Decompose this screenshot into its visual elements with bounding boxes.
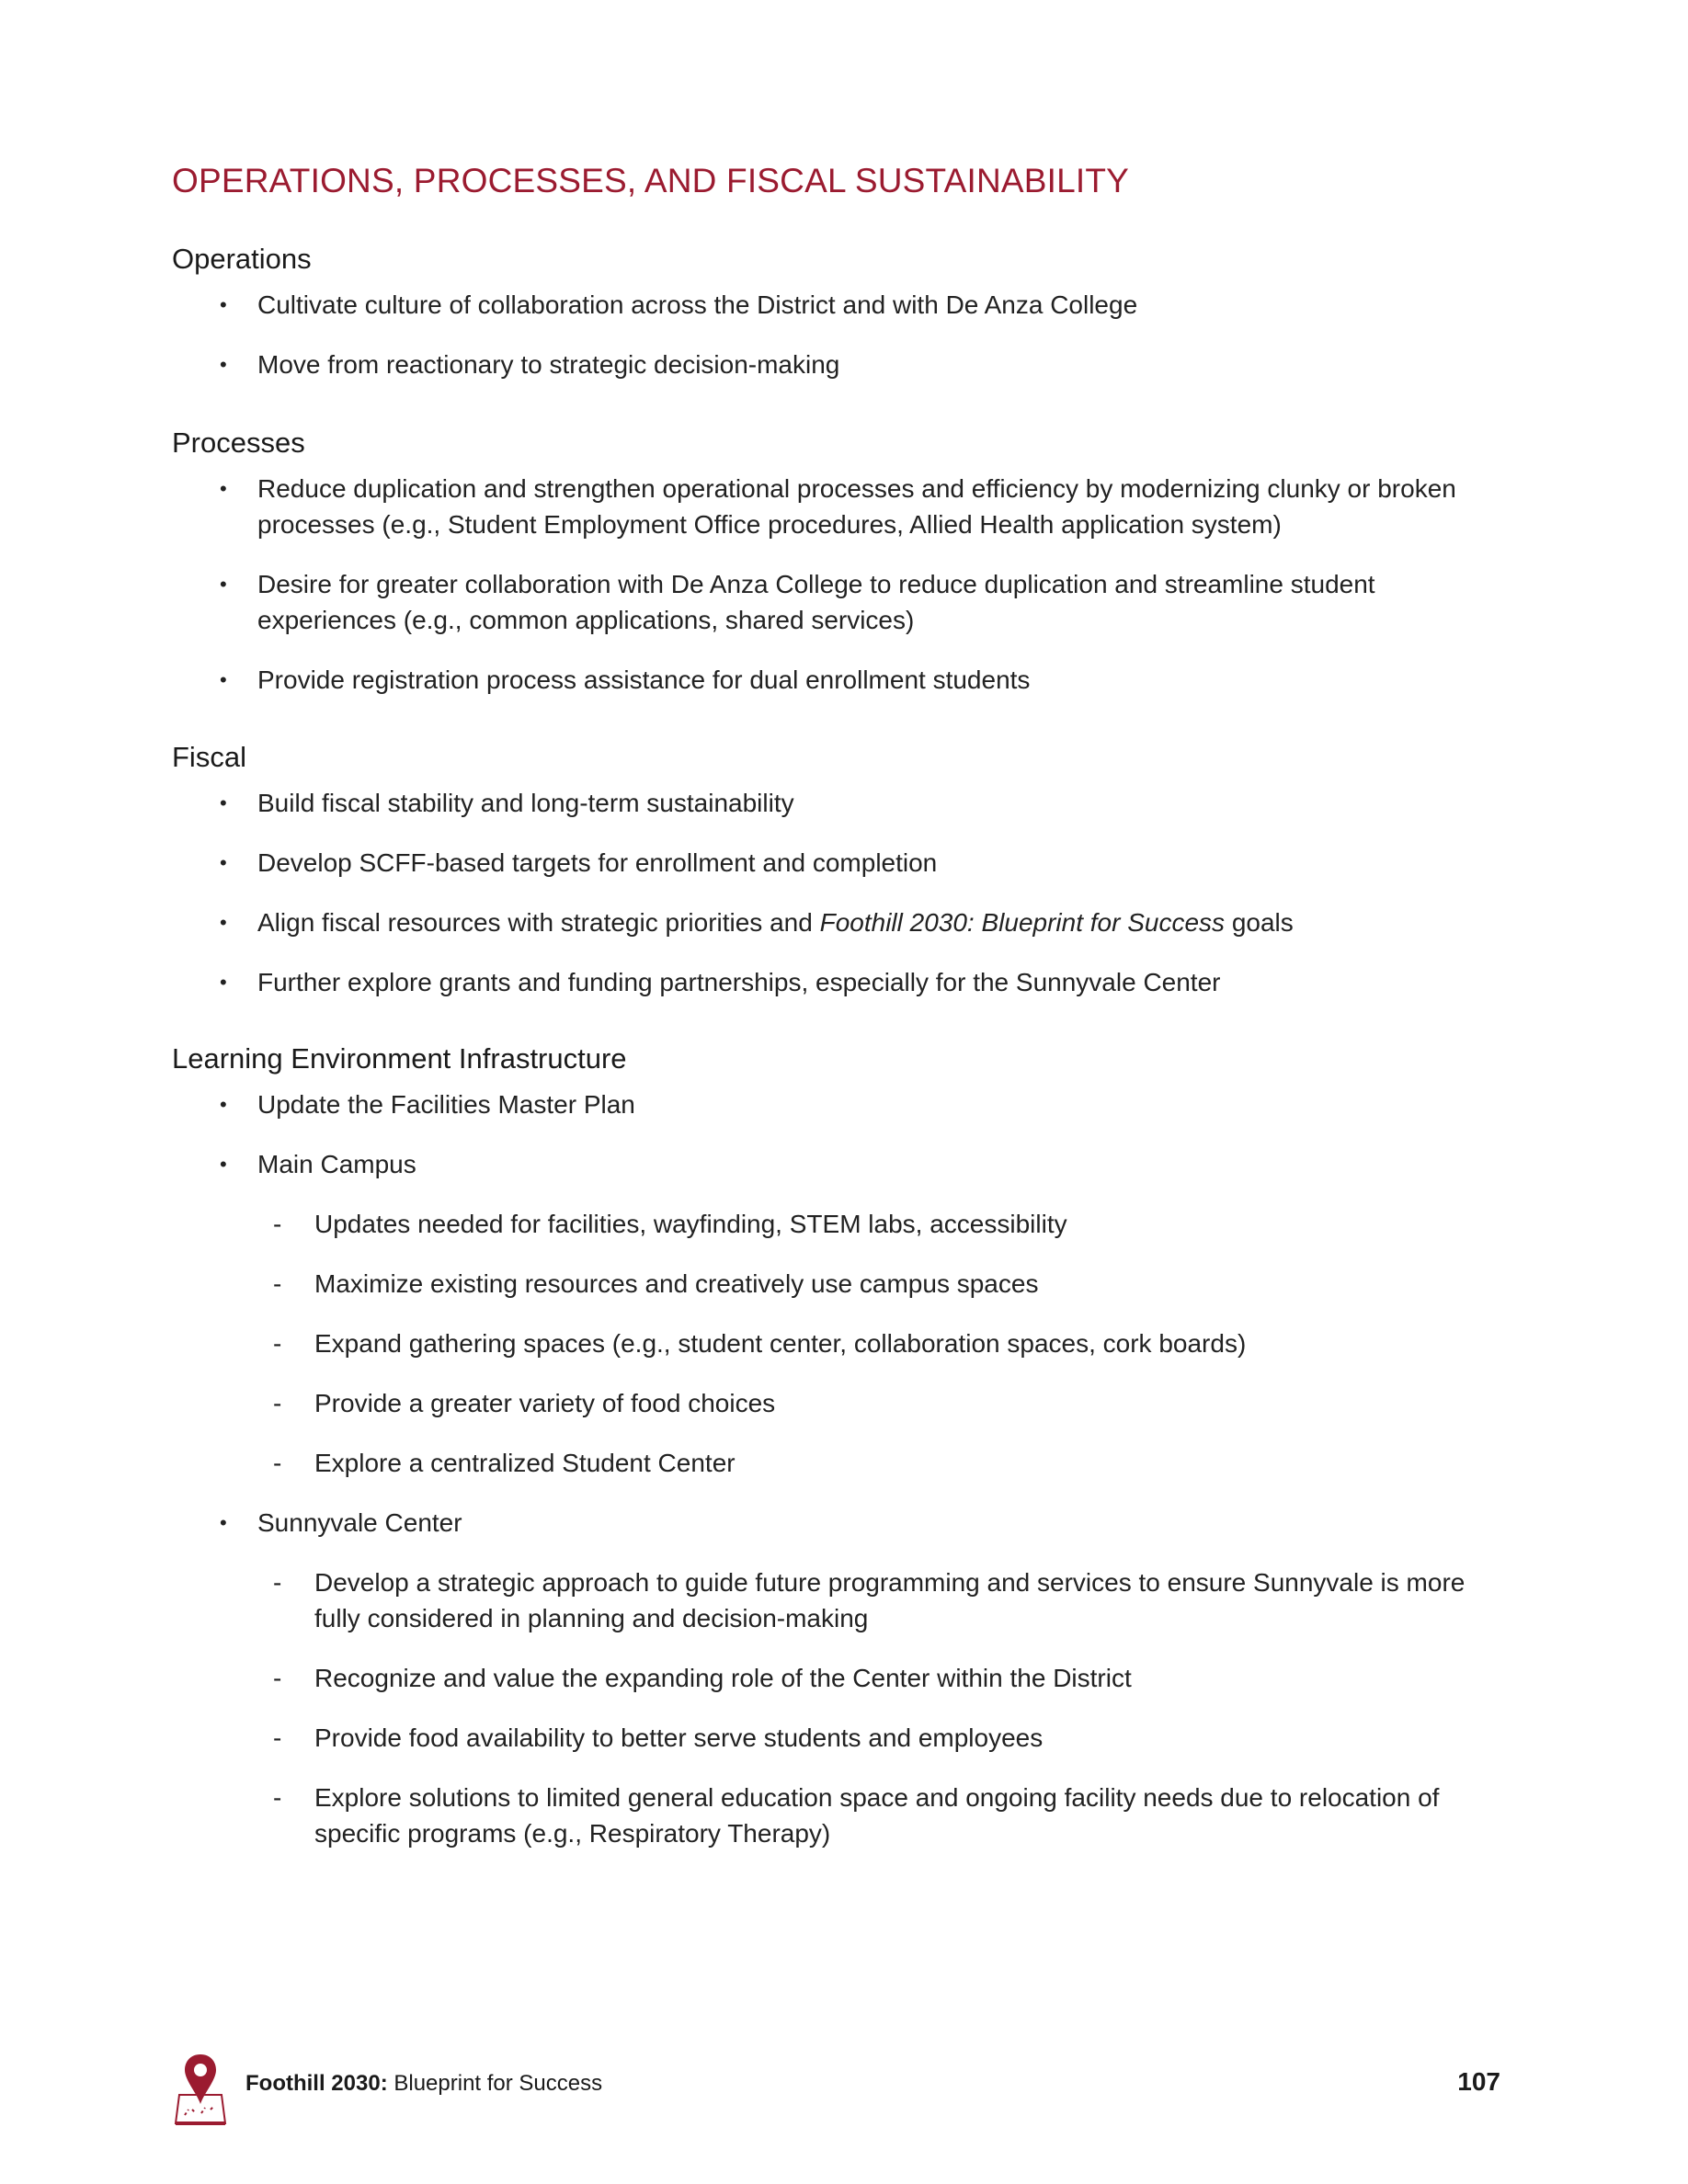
list-item-sunnyvale-center: • Sunnyvale Center — [172, 1505, 1514, 1541]
list-item: • Move from reactionary to strategic decision-making — [172, 347, 1514, 382]
bullet-icon: • — [220, 851, 227, 874]
dash-icon: - — [273, 1449, 282, 1477]
section-fiscal — [172, 739, 1514, 1000]
sub-list-item: - Provide a greater variety of food choices — [172, 1385, 1514, 1421]
list-item: • Further explore grants and funding partnerships, especially for the Sunnyvale Center — [172, 964, 1514, 1000]
section-heading: Fiscal — [172, 741, 246, 773]
dash-icon: - — [273, 1568, 282, 1597]
footer-brand: Foothill 2030: Blueprint for Success — [245, 2071, 603, 2096]
bullet-icon: • — [220, 668, 227, 691]
dash-icon: - — [273, 1783, 282, 1812]
map-pin-icon — [172, 2036, 229, 2128]
list-item: • Reduce duplication and strengthen operational processes and efficiency by modernizing clunky or broken processes (e.g., Student Employment Office procedures, Allied Health application system) — [172, 471, 1514, 542]
page-footer — [172, 2036, 1500, 2128]
bullet-icon: • — [220, 293, 227, 316]
list-item: • Develop SCFF-based targets for enrollment and completion — [172, 845, 1514, 881]
dash-icon: - — [273, 1723, 282, 1752]
sub-list-item: - Recognize and value the expanding role of the Center within the District — [172, 1660, 1514, 1696]
list-item: • Cultivate culture of collaboration across the District and with De Anza College — [172, 287, 1514, 323]
section-operations — [172, 241, 1514, 382]
sub-list-item: - Explore a centralized Student Center — [172, 1445, 1514, 1481]
bullet-icon: • — [220, 477, 227, 500]
page-title: OPERATIONS, PROCESSES, AND FISCAL SUSTAINABILITY — [172, 162, 1130, 199]
dash-icon: - — [273, 1210, 282, 1238]
bullet-icon: • — [220, 353, 227, 376]
dash-icon: - — [273, 1329, 282, 1358]
bullet-icon: • — [220, 573, 227, 596]
bullet-icon: • — [220, 1093, 227, 1116]
bullet-icon: • — [220, 1511, 227, 1534]
list-item: • Align fiscal resources with strategic priorities and Foothill 2030: Blueprint for Success goals — [172, 904, 1514, 940]
section-learning-environment — [172, 1041, 1514, 1851]
sub-list-item: - Provide food availability to better serve students and employees — [172, 1720, 1514, 1756]
page-number: 107 — [1457, 2067, 1500, 2096]
bullet-icon: • — [220, 911, 227, 934]
sub-list-item: - Expand gathering spaces (e.g., student center, collaboration spaces, cork boards) — [172, 1325, 1514, 1361]
document-title-reference: Foothill 2030: Blueprint for Success — [819, 908, 1226, 937]
list-item: • Desire for greater collaboration with De Anza College to reduce duplication and streamline student experiences (e.g., common applications, shared services) — [172, 566, 1514, 638]
list-item: • Build fiscal stability and long-term sustainability — [172, 785, 1514, 821]
list-item: • Update the Facilities Master Plan — [172, 1086, 1514, 1122]
dash-icon: - — [273, 1389, 282, 1417]
list-item-main-campus: • Main Campus — [172, 1146, 1514, 1182]
bullet-icon: • — [220, 791, 227, 814]
sub-list-item: - Develop a strategic approach to guide future programming and services to ensure Sunnyvale is more fully considered in planning and decision-making — [172, 1564, 1514, 1636]
bullet-icon: • — [220, 971, 227, 994]
section-heading: Operations — [172, 243, 312, 275]
sub-list-item: - Updates needed for facilities, wayfinding, STEM labs, accessibility — [172, 1206, 1514, 1242]
sub-list-item: - Explore solutions to limited general education space and ongoing facility needs due to relocation of specific programs (e.g., Respiratory Therapy) — [172, 1780, 1514, 1851]
dash-icon: - — [273, 1269, 282, 1298]
list-item: • Provide registration process assistance for dual enrollment students — [172, 662, 1514, 698]
sub-list-item: - Maximize existing resources and creatively use campus spaces — [172, 1266, 1514, 1302]
section-processes — [172, 425, 1514, 698]
section-heading: Learning Environment Infrastructure — [172, 1042, 627, 1075]
bullet-icon: • — [220, 1153, 227, 1176]
section-heading: Processes — [172, 427, 305, 459]
dash-icon: - — [273, 1664, 282, 1692]
